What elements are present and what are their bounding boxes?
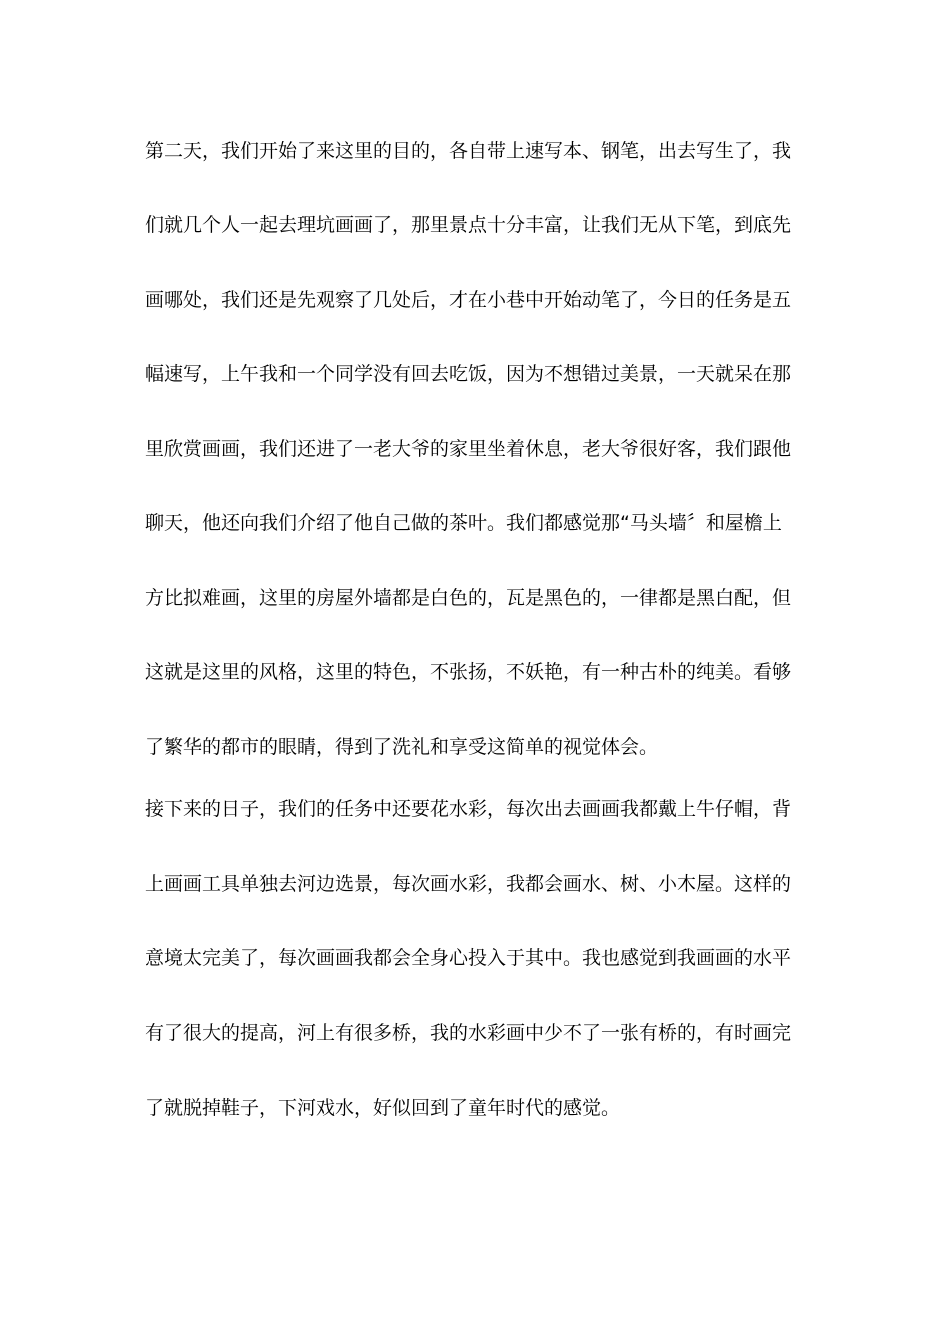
- text-line: 里欣赏画画，我们还进了一老大爷的家里坐着休息，老大爷很好客，我们跟他: [145, 438, 792, 460]
- text-line: 幅速写，上午我和一个同学没有回去吃饭，因为不想错过美景，一天就呆在那: [145, 363, 792, 385]
- text-line: 接下来的日子，我们的任务中还要花水彩，每次出去画画我都戴上牛仔帽，背: [145, 798, 792, 820]
- text-line: 第二天，我们开始了来这里的目的，各自带上速写本、钢笔，出去写生了，我: [145, 140, 792, 162]
- text-line: 画哪处，我们还是先观察了几处后，才在小巷中开始动笔了，今日的任务是五: [145, 289, 792, 311]
- text-line: 上画画工具单独去河边选景，每次画水彩，我都会画水、树、小木屋。这样的: [145, 873, 792, 895]
- text-line: 了就脱掉鞋子，下河戏水，好似回到了童年时代的感觉。: [145, 1097, 621, 1119]
- text-line: 聊天，他还向我们介绍了他自己做的茶叶。我们都感觉那“马头墙〞和屋檐上: [145, 512, 782, 534]
- text-line: 方比拟难画，这里的房屋外墙都是白色的，瓦是黑色的，一律都是黑白配，但: [145, 587, 792, 609]
- text-line: 意境太完美了，每次画画我都会全身心投入于其中。我也感觉到我画画的水平: [145, 947, 792, 969]
- text-line: 们就几个人一起去理坑画画了，那里景点十分丰富，让我们无从下笔，到底先: [145, 214, 792, 236]
- text-line: 了繁华的都市的眼睛，得到了洗礼和享受这简单的视觉体会。: [145, 736, 659, 758]
- text-line: 有了很大的提高，河上有很多桥，我的水彩画中少不了一张有桥的，有时画完: [145, 1022, 792, 1044]
- text-line: 这就是这里的风格，这里的特色，不张扬，不妖艳，有一种古朴的纯美。看够: [145, 661, 792, 683]
